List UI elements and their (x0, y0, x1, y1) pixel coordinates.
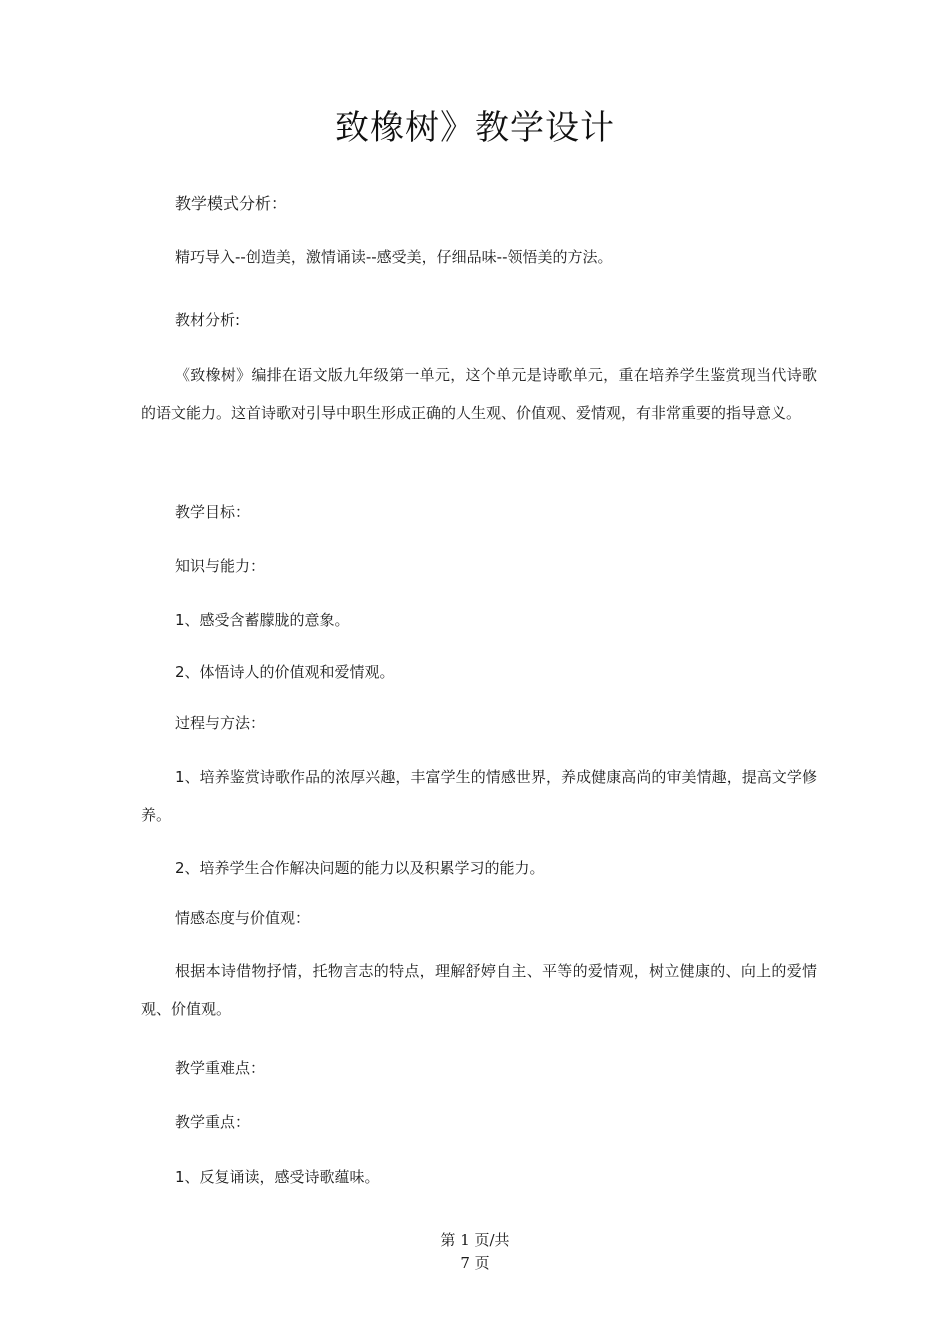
process-item-2: 2、培养学生合作解决问题的能力以及积累学习的能力。 (175, 859, 545, 877)
emotion-text: 根据本诗借物抒情，托物言志的特点，理解舒婷自主、平等的爱情观，树立健康的、向上的爱情观、价值观。 (141, 962, 817, 1018)
page-number-line-2: 7 页 (460, 1254, 490, 1272)
knowledge-item-1: 1、感受含蓄朦胧的意象。 (175, 611, 350, 629)
material-heading: 教材分析: (175, 311, 241, 329)
process-heading: 过程与方法： (175, 714, 266, 732)
mode-text: 精巧导入--创造美，激情诵读--感受美，仔细品味--领悟美的方法。 (175, 248, 613, 266)
key-heading: 教学重点： (175, 1113, 251, 1131)
knowledge-item-2: 2、体悟诗人的价值观和爱情观。 (175, 663, 395, 681)
page-number-line-1: 第 1 页/共 (440, 1231, 510, 1249)
goals-heading: 教学目标： (175, 503, 251, 521)
mode-heading: 教学模式分析： (175, 194, 288, 213)
key-item-1: 1、反复诵读，感受诗歌蕴味。 (175, 1168, 380, 1186)
knowledge-heading: 知识与能力： (175, 557, 266, 575)
key-difficult-heading: 教学重难点： (175, 1059, 266, 1077)
document-title: 致橡树》教学设计 (335, 108, 615, 148)
material-text: 《致橡树》编排在语文版九年级第一单元，这个单元是诗歌单元，重在培养学生鉴赏现当代诗歌的语文能力。这首诗歌对引导中职生形成正确的人生观、价值观、爱情观，有非常重要的指导意义。 (141, 366, 817, 422)
process-item-1: 1、培养鉴赏诗歌作品的浓厚兴趣，丰富学生的情感世界，养成健康高尚的审美情趣，提高文学修养。 (141, 768, 817, 824)
emotion-heading: 情感态度与价值观： (175, 909, 311, 927)
